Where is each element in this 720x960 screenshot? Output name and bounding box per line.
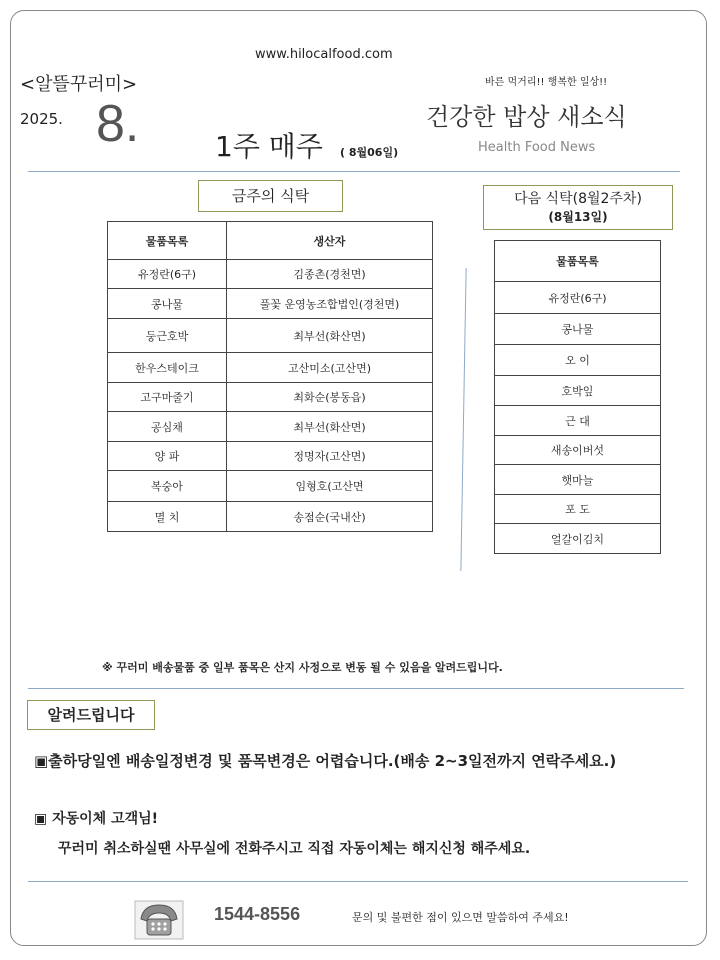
brand-name: <알뜰꾸러미>: [20, 74, 138, 95]
table-row: [108, 289, 433, 319]
item-name: 공심채: [108, 412, 227, 442]
table-row: [495, 495, 661, 524]
table-row: [108, 471, 433, 502]
table-row: [495, 282, 661, 314]
table-row: [108, 502, 433, 532]
table-row: [108, 442, 433, 471]
contact-text: 문의 및 불편한 점이 있으면 말씀하여 주세요!: [352, 911, 569, 924]
table-header-producer: 생산자: [227, 222, 433, 260]
item-producer: 임형호(고산면: [227, 471, 433, 502]
announcement-autopay-heading: ▣ 자동이체 고객님!: [34, 811, 159, 827]
item-name: 둥근호박: [108, 319, 227, 353]
next-week-table: [494, 240, 661, 554]
header-divider: [28, 171, 680, 172]
next-item: 오 이: [495, 345, 661, 376]
next-item: 근 대: [495, 406, 661, 436]
announcement-label: 알려드립니다: [27, 700, 155, 730]
next-item: 유정란(6구): [495, 282, 661, 314]
table-row: [495, 345, 661, 376]
next-item: 콩나물: [495, 314, 661, 345]
slogan: 바른 먹거리!! 행복한 일상!!: [485, 77, 608, 88]
table-row: [495, 314, 661, 345]
this-week-label: 금주의 식탁: [198, 180, 343, 212]
notice-divider: [28, 688, 684, 689]
next-item: 포 도: [495, 495, 661, 524]
table-row: [108, 260, 433, 289]
next-item: 호박잎: [495, 376, 661, 406]
item-producer: 최부선(화산면): [227, 319, 433, 353]
telephone-icon: [133, 897, 185, 941]
item-name: 복숭아: [108, 471, 227, 502]
announcement-delivery: ▣출하당일엔 배송일정변경 및 품목변경은 어렵습니다.(배송 2~3일전까지 연락주세요.): [34, 752, 617, 770]
next-week-date: (8월13일): [548, 210, 608, 224]
table-row: [495, 524, 661, 554]
issue-week: 1주 매주: [215, 130, 323, 163]
this-week-table: [107, 221, 433, 532]
issue-date: ( 8월06일): [340, 146, 399, 159]
table-row: [108, 412, 433, 442]
contact-phone[interactable]: 1544-8556: [214, 904, 301, 924]
next-week-title: 다음 식탁(8월2주차): [514, 191, 642, 207]
table-row: [495, 465, 661, 495]
next-week-label: [483, 185, 673, 230]
issue-month: 8.: [96, 95, 140, 153]
table-header-items: 물품목록: [495, 241, 661, 282]
table-header-items: 물품목록: [108, 222, 227, 260]
table-row: [108, 319, 433, 353]
table-row: [495, 436, 661, 465]
item-producer: 고산미소(고산면): [227, 353, 433, 383]
table-row: [108, 383, 433, 412]
newsletter-title: 건강한 밥상 새소식: [426, 103, 627, 131]
next-item: 새송이버섯: [495, 436, 661, 465]
item-name: 멸 치: [108, 502, 227, 532]
issue-year: 2025.: [20, 110, 63, 128]
item-producer: 정명자(고산면): [227, 442, 433, 471]
item-name: 콩나물: [108, 289, 227, 319]
item-producer: 풀꽃 운영농조합법인(경천면): [227, 289, 433, 319]
table-row: [108, 353, 433, 383]
item-name: 양 파: [108, 442, 227, 471]
website-url[interactable]: www.hilocalfood.com: [255, 47, 393, 62]
item-name: 고구마줄기: [108, 383, 227, 412]
next-item: 얼갈이김치: [495, 524, 661, 554]
item-producer: 최부선(화산면): [227, 412, 433, 442]
item-name: 유정란(6구): [108, 260, 227, 289]
item-producer: 김종촌(경천면): [227, 260, 433, 289]
next-item: 햇마늘: [495, 465, 661, 495]
table-row: [495, 376, 661, 406]
footer-divider: [28, 881, 688, 882]
table-row: [495, 406, 661, 436]
item-producer: 최화순(봉동읍): [227, 383, 433, 412]
substitution-notice: ※ 꾸러미 배송물품 중 일부 품목은 산지 사정으로 변동 될 수 있음을 알려드립니다.: [102, 661, 503, 674]
announcement-autopay-detail: 꾸러미 취소하실땐 사무실에 전화주시고 직접 자동이체는 해지신청 해주세요.: [58, 841, 531, 857]
item-name: 한우스테이크: [108, 353, 227, 383]
newsletter-subtitle: Health Food News: [478, 140, 596, 155]
item-producer: 송점순(국내산): [227, 502, 433, 532]
